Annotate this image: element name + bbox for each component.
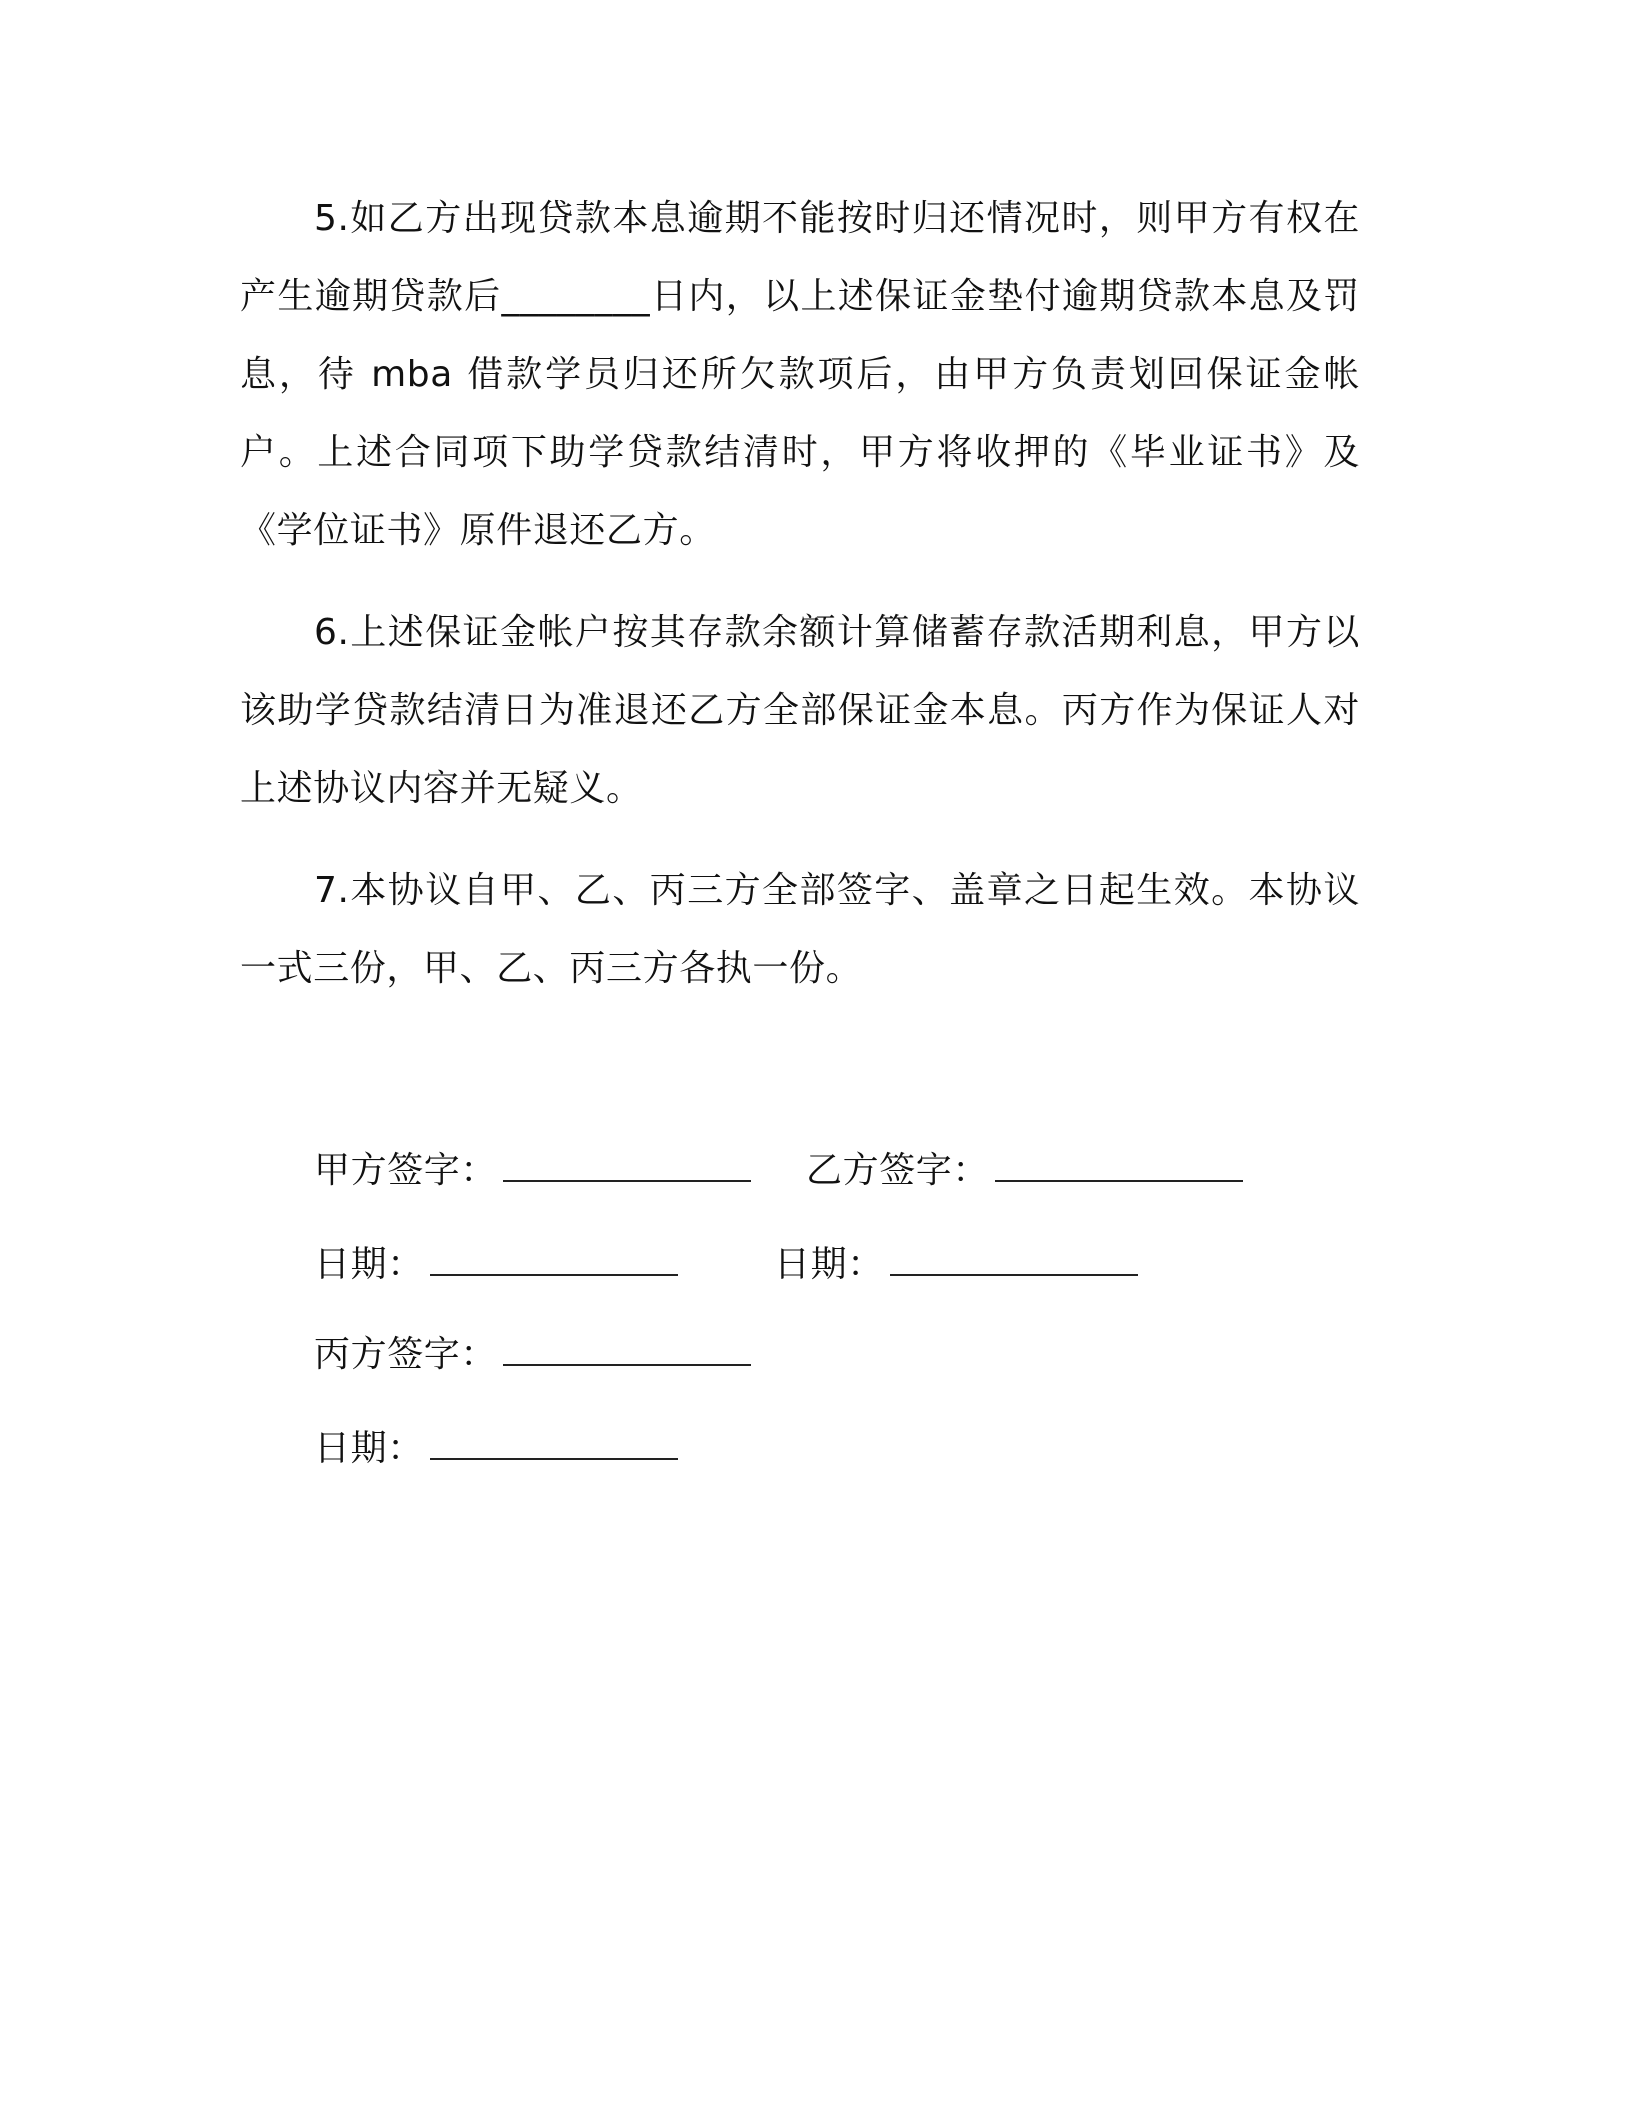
party-a-date-line <box>314 1240 678 1289</box>
paragraph-clause-7: 7.本协议自甲、乙、丙三方全部签字、盖章之日起生效。本协议一式三份，甲、乙、丙三方各执一份。 <box>240 870 1360 989</box>
paragraph-clause-5: 5.如乙方出现贷款本息逾期不能按时归还情况时，则甲方有权在产生逾期贷款后________日内，以上述保证金垫付逾期贷款本息及罚息，待 mba 借款学员归还所欠款项后，由甲方负责划回保证金帐户。上述合同项下助学贷款结清时，甲方将收押的《毕业证书》及《学位证书》原件退还乙方。 <box>240 198 1360 551</box>
party-a-signature-line <box>314 1146 751 1195</box>
party-c-date-line <box>314 1424 678 1473</box>
party-a-date-blank <box>430 1240 678 1276</box>
party-b-signature-label: 乙方签字： <box>806 1150 990 1191</box>
agreement-body <box>240 180 1360 1032</box>
party-c-signature-line <box>314 1330 751 1379</box>
party-a-date-label: 日期： <box>314 1244 424 1285</box>
party-a-signature-label: 甲方签字： <box>314 1150 498 1191</box>
party-c-date-blank <box>430 1424 678 1460</box>
party-b-date-label: 日期： <box>774 1244 884 1285</box>
party-c-signature-blank <box>503 1330 751 1366</box>
party-c-signature-label: 丙方签字： <box>314 1334 498 1375</box>
party-c-date-label: 日期： <box>314 1428 424 1469</box>
party-b-date-line <box>774 1240 1138 1289</box>
party-a-signature-blank <box>503 1146 751 1182</box>
party-b-signature-line <box>806 1146 1243 1195</box>
paragraph-clause-6: 6.上述保证金帐户按其存款余额计算储蓄存款活期利息，甲方以该助学贷款结清日为准退还乙方全部保证金本息。丙方作为保证人对上述协议内容并无疑义。 <box>240 612 1360 809</box>
party-b-signature-blank <box>995 1146 1243 1182</box>
party-b-date-blank <box>890 1240 1138 1276</box>
